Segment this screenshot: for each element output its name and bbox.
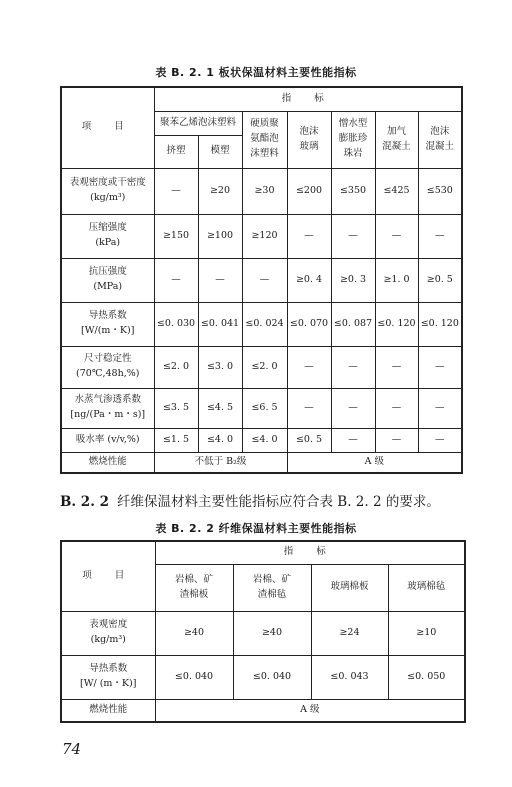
table-cell: ≥20 xyxy=(198,168,242,214)
header-glass-wool-felt: 玻璃棉毡 xyxy=(388,564,465,611)
table-row xyxy=(61,214,462,258)
table-cell: ≤0. 120 xyxy=(418,302,462,346)
table-cell: — xyxy=(331,428,375,452)
table-row xyxy=(61,655,465,699)
table-row xyxy=(61,168,462,214)
fire-rating-organic: 不低于 B₂级 xyxy=(154,452,287,473)
header-rock-wool-board: 岩棉、矿 渣棉板 xyxy=(155,564,233,611)
table-cell: ≤0. 030 xyxy=(154,302,198,346)
header-foam-glass: 泡沫 玻璃 xyxy=(287,111,331,168)
table-cell: — xyxy=(418,346,462,388)
table-cell: — xyxy=(154,168,198,214)
table-cell: ≤0. 5 xyxy=(287,428,331,452)
table-cell: ≤4. 0 xyxy=(242,428,287,452)
table-row xyxy=(61,346,462,388)
fire-rating-value: A 级 xyxy=(155,699,465,722)
header-item: 项 目 xyxy=(61,87,154,168)
row-label: 尺寸稳定性 (70℃,48h,%) xyxy=(61,346,154,388)
table-cell: ≤6. 5 xyxy=(242,388,287,428)
fire-rating-label: 燃烧性能 xyxy=(61,452,154,473)
table-cell: ≥120 xyxy=(242,214,287,258)
table-cell: ≤530 xyxy=(418,168,462,214)
board-insulation-table xyxy=(60,86,463,474)
fire-rating-label: 燃烧性能 xyxy=(61,699,155,722)
header-eps-extruded: 挤塑 xyxy=(154,135,198,168)
table-cell: ≥24 xyxy=(311,611,388,655)
row-label: 吸水率 (v/v,%) xyxy=(61,428,154,452)
table-row xyxy=(61,388,462,428)
table-cell: ≤4. 5 xyxy=(198,388,242,428)
table-cell: ≤0. 120 xyxy=(375,302,418,346)
table-cell: — xyxy=(375,214,418,258)
header-indicator: 指 标 xyxy=(154,87,462,111)
table-cell: — xyxy=(418,428,462,452)
table-cell: — xyxy=(287,388,331,428)
table-cell: — xyxy=(418,388,462,428)
table-cell: ≥10 xyxy=(388,611,465,655)
header-indicator: 指 标 xyxy=(155,541,465,564)
table-cell: — xyxy=(287,346,331,388)
table-cell: ≤425 xyxy=(375,168,418,214)
header-pu: 硬质聚 氨酯泡 沫塑料 xyxy=(242,111,287,168)
table-cell: ≤0. 070 xyxy=(287,302,331,346)
table-cell: — xyxy=(331,214,375,258)
table-cell: ≤2. 0 xyxy=(154,346,198,388)
table-cell: ≤0. 041 xyxy=(198,302,242,346)
table-cell: ≥40 xyxy=(233,611,311,655)
table-cell: ≤2. 0 xyxy=(242,346,287,388)
table-cell: ≤0. 043 xyxy=(311,655,388,699)
table-cell: — xyxy=(375,428,418,452)
table-cell: — xyxy=(331,388,375,428)
table-cell: ≤4. 0 xyxy=(198,428,242,452)
row-label: 抗压强度 (MPa) xyxy=(61,258,154,302)
row-label: 表观密度或干密度 (kg/m³) xyxy=(61,168,154,214)
table-cell: — xyxy=(375,346,418,388)
header-perlite: 憎水型 膨胀珍 珠岩 xyxy=(331,111,375,168)
table-row xyxy=(61,428,462,452)
page-number: 74 xyxy=(62,740,82,758)
table-cell: — xyxy=(242,258,287,302)
table-cell: ≥150 xyxy=(154,214,198,258)
table-cell: ≤200 xyxy=(287,168,331,214)
table-row xyxy=(61,302,462,346)
table-cell: ≥0. 4 xyxy=(287,258,331,302)
table-cell: ≥0. 5 xyxy=(418,258,462,302)
table-cell: ≥40 xyxy=(155,611,233,655)
table2-caption: 表 B. 2. 2 纤维保温材料主要性能指标 xyxy=(155,522,357,535)
header-eps: 聚苯乙烯泡沫塑料 xyxy=(154,111,242,135)
fiber-insulation-table xyxy=(60,540,466,723)
table-cell: ≤0. 087 xyxy=(331,302,375,346)
table-cell: ≤0. 040 xyxy=(233,655,311,699)
table-cell: — xyxy=(198,258,242,302)
table-row xyxy=(61,611,465,655)
header-rock-wool-felt: 岩棉、矿 渣棉毡 xyxy=(233,564,311,611)
table-cell: ≤350 xyxy=(331,168,375,214)
row-label: 导热系数 [W/ (m・K)] xyxy=(61,655,155,699)
table-cell: ≤1. 5 xyxy=(154,428,198,452)
header-aac: 加气 混凝土 xyxy=(375,111,418,168)
table-cell: — xyxy=(154,258,198,302)
clause-b-2-2 xyxy=(60,490,490,510)
table-cell: ≥0. 3 xyxy=(331,258,375,302)
table-cell: ≥30 xyxy=(242,168,287,214)
row-label: 压缩强度 (kPa) xyxy=(61,214,154,258)
header-glass-wool-board: 玻璃棉板 xyxy=(311,564,388,611)
table-cell: — xyxy=(375,388,418,428)
table-cell: ≤3. 5 xyxy=(154,388,198,428)
row-label: 导热系数 [W/(m・K)] xyxy=(61,302,154,346)
header-eps-molded: 模塑 xyxy=(198,135,242,168)
row-label: 水蒸气渗透系数 [ng/(Pa・m・s)] xyxy=(61,388,154,428)
clause-text: 纤维保温材料主要性能指标应符合表 B. 2. 2 的要求。 xyxy=(117,494,440,510)
table1-caption: 表 B. 2. 1 板状保温材料主要性能指标 xyxy=(155,66,357,79)
table-cell: ≤0. 024 xyxy=(242,302,287,346)
clause-number: B. 2. 2 xyxy=(60,494,109,510)
table-cell: — xyxy=(287,214,331,258)
table-cell: ≤3. 0 xyxy=(198,346,242,388)
header-foam-concrete: 泡沫 混凝土 xyxy=(418,111,462,168)
fire-rating-inorganic: A 级 xyxy=(287,452,462,473)
table-row xyxy=(61,258,462,302)
header-item: 项 目 xyxy=(61,541,155,611)
table-cell: ≥1. 0 xyxy=(375,258,418,302)
table-cell: ≤0. 040 xyxy=(155,655,233,699)
table-cell: ≤0. 050 xyxy=(388,655,465,699)
table-cell: ≥100 xyxy=(198,214,242,258)
table-cell: — xyxy=(331,346,375,388)
table-cell: — xyxy=(418,214,462,258)
row-label: 表观密度 (kg/m³) xyxy=(61,611,155,655)
